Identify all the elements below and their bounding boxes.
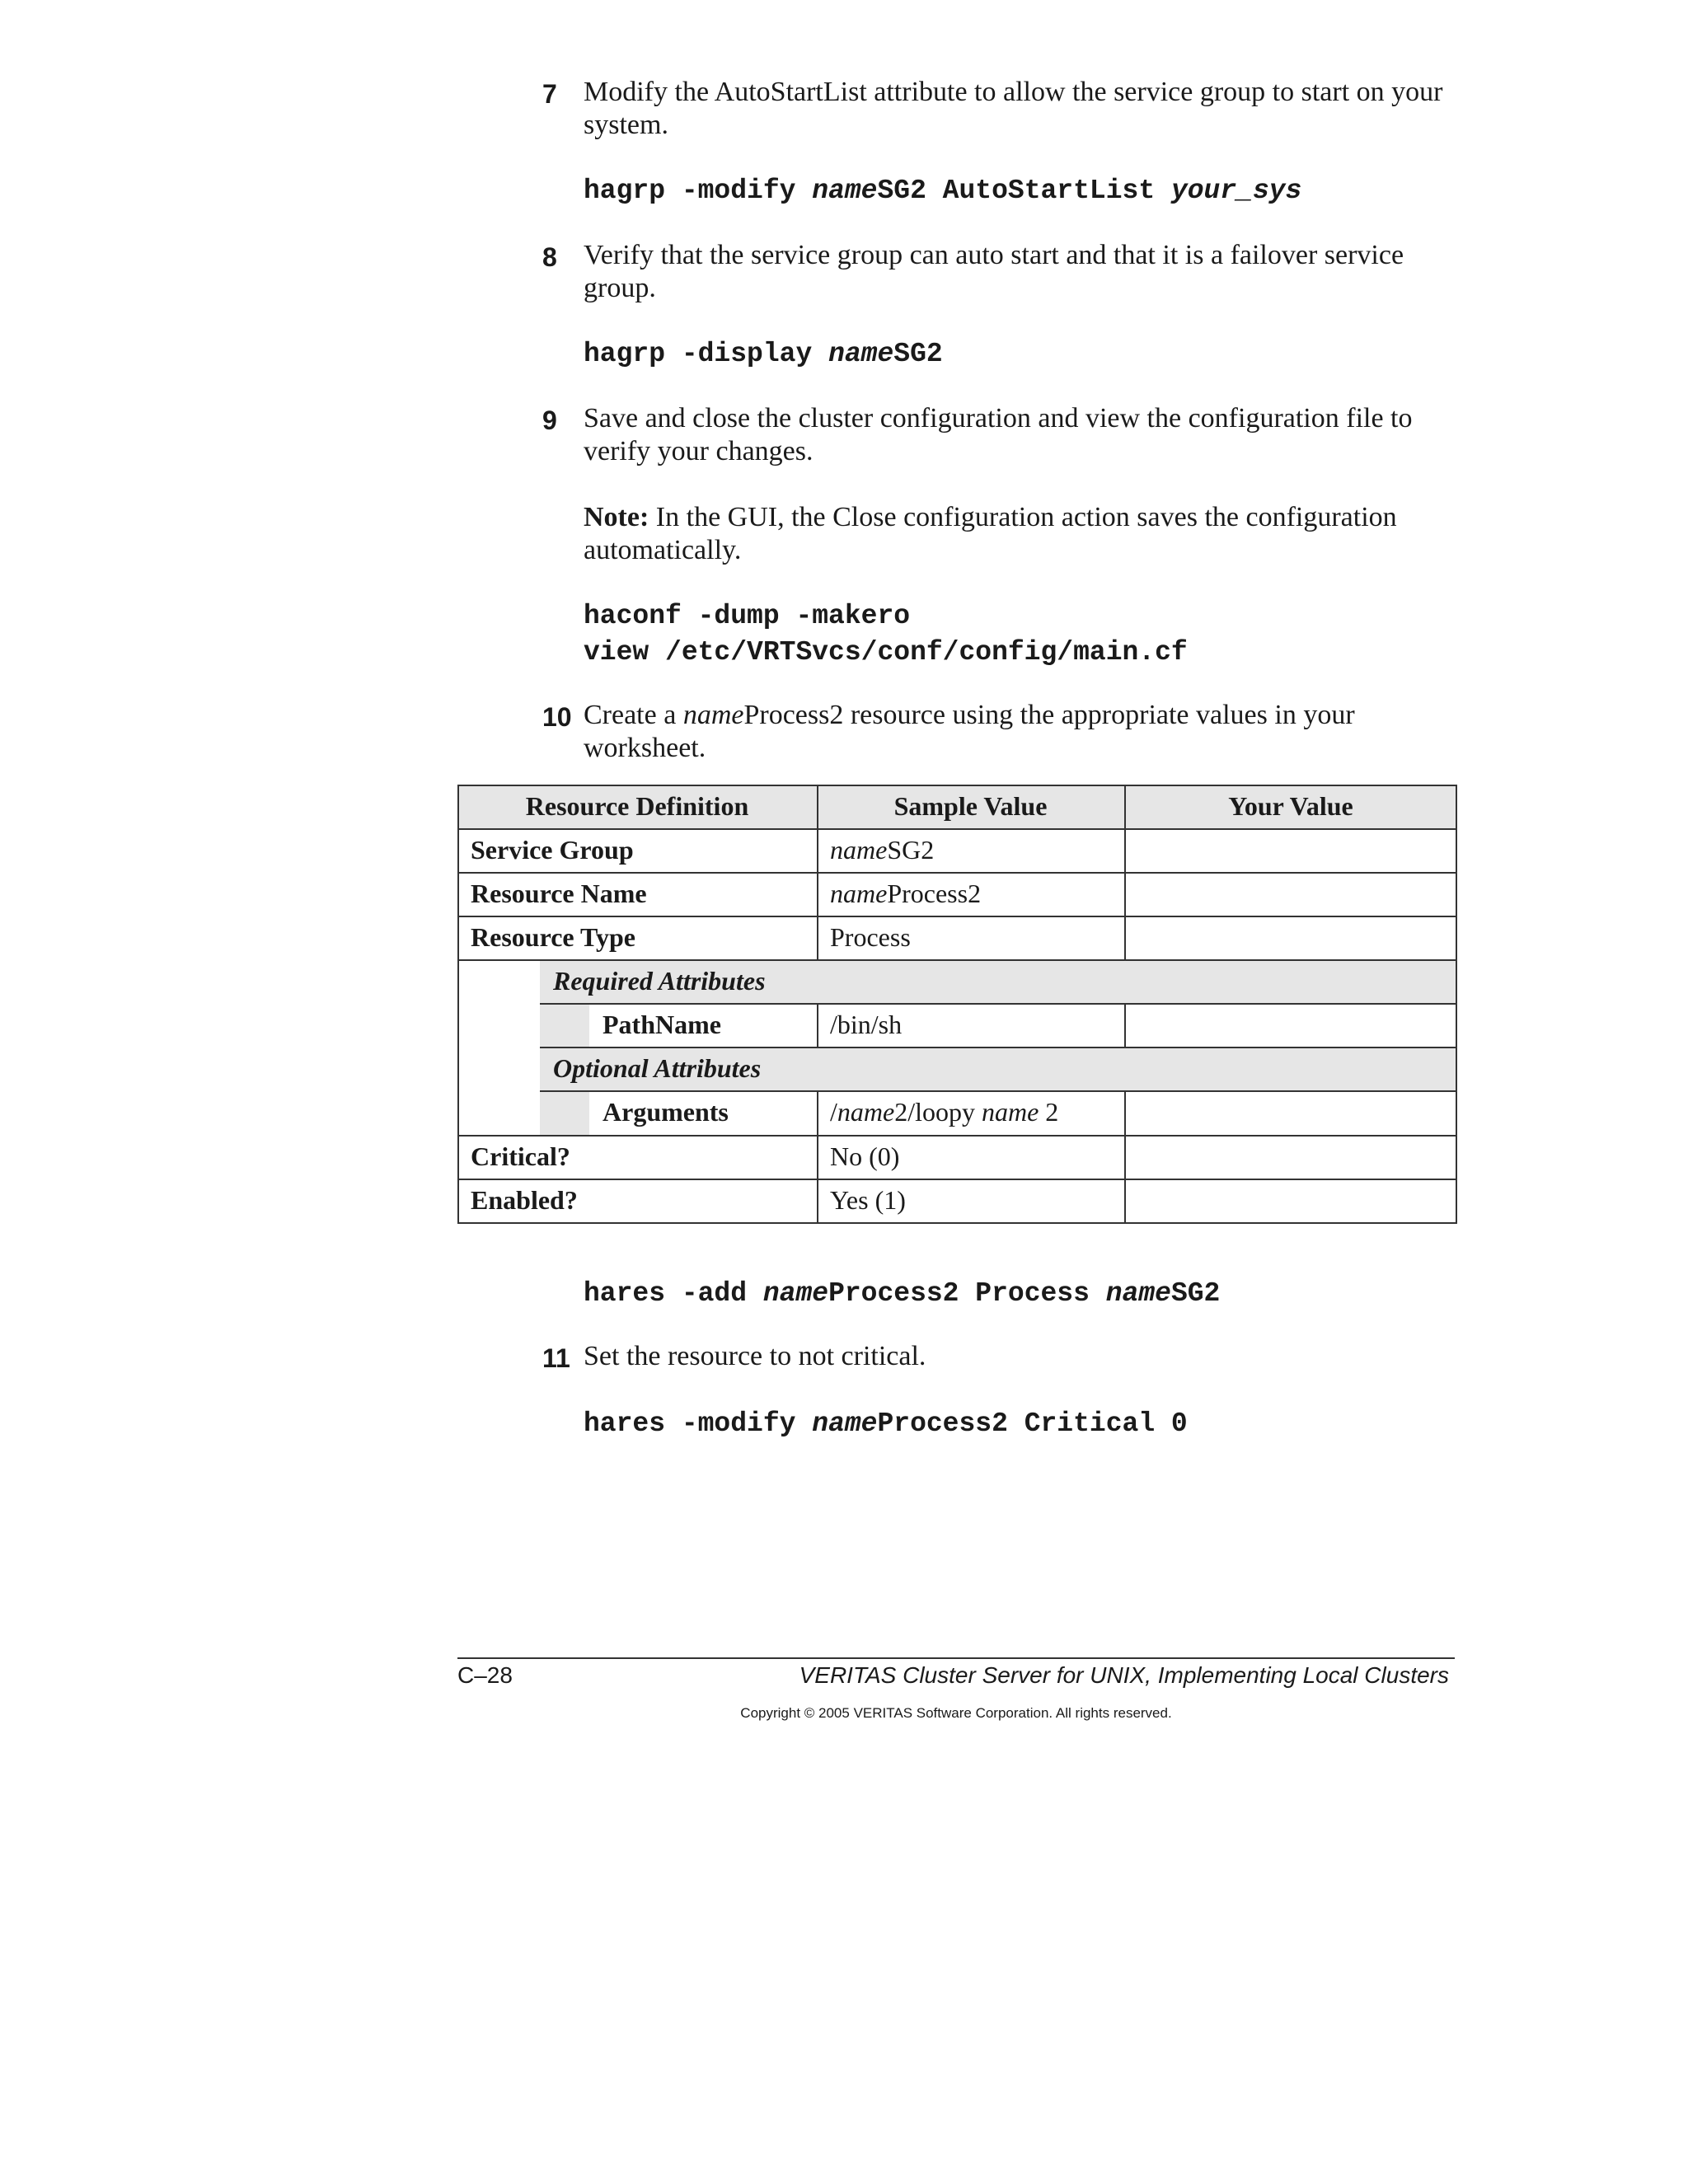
step-number: 9 [542,405,557,435]
sample-value-resource-type: Process [830,922,911,952]
page-number: C–28 [457,1662,513,1688]
note [584,501,1465,567]
sample-value-resource-name: nameProcess2 [830,879,982,908]
table-rule [540,1090,1457,1092]
table-rule [457,959,1457,961]
footer-rule [457,1657,1455,1659]
command-line: hagrp -modify nameSG2 AutoStartList your_sys [584,176,1302,206]
optional-attributes-heading: Optional Attributes [540,1047,1457,1090]
table-rule [457,828,1457,830]
command-line: hares -add nameProcess2 Process nameSG2 [584,1278,1221,1309]
step-number: 10 [542,702,572,732]
row-label-enabled: Enabled? [471,1185,578,1215]
command-line: view /etc/VRTSvcs/conf/config/main.cf [584,637,1188,668]
your-value-critical[interactable] [1124,1135,1457,1179]
header-resource-definition: Resource Definition [457,785,817,828]
row-label-pathname: PathName [603,1010,721,1039]
table-rule [457,872,1457,874]
your-value-resource-name[interactable] [1124,872,1457,916]
table-column-rule [1124,1090,1126,1224]
sample-value-service-group: nameSG2 [830,835,935,865]
step-text: Verify that the service group can auto start and that it is a failover service group. [584,240,1404,303]
your-value-enabled[interactable] [1124,1179,1457,1222]
your-value-arguments[interactable] [1124,1090,1457,1134]
step-number: 7 [542,79,557,109]
table-rule [457,1179,1457,1180]
header-your-value: Your Value [1124,785,1457,828]
step-text: Save and close the cluster configuration and view the configuration file to verify your changes. [584,403,1413,466]
your-value-service-group[interactable] [1124,828,1457,872]
row-label-resource-name: Resource Name [471,879,647,908]
command-line: hagrp -display nameSG2 [584,339,943,369]
note-text: In the GUI, the Close configuration action saves the configuration automatically. [584,502,1397,565]
table-column-rule [817,1090,818,1224]
your-value-resource-type[interactable] [1124,916,1457,959]
header-sample-value: Sample Value [817,785,1124,828]
step-text: Set the resource to not critical. [584,1341,926,1371]
table-rule [540,1003,1457,1005]
table-rule [540,1047,1457,1048]
step-text: Create a nameProcess2 resource using the appropriate values in your worksheet. [584,700,1355,763]
table-border-left [457,785,459,1224]
copyright-notice: Copyright © 2005 VERITAS Software Corporation. All rights reserved. [740,1705,1172,1721]
your-value-pathname[interactable] [1124,1003,1457,1047]
command-line: haconf -dump -makero [584,601,911,631]
row-label-service-group: Service Group [471,835,634,865]
sample-value-critical: No (0) [830,1141,900,1171]
table-column-rule [1124,785,1126,960]
step-number: 8 [542,242,557,272]
table-column-rule [1124,1003,1126,1047]
table-rule [457,1135,1457,1137]
step-text: Modify the AutoStartList attribute to allow the service group to start on your system. [584,77,1443,140]
step-number: 11 [542,1343,570,1373]
note-label: Note: [584,502,649,532]
row-label-arguments: Arguments [603,1097,729,1127]
table-column-rule [817,1003,818,1047]
sample-value-pathname: /bin/sh [830,1010,903,1039]
table-border-top [457,785,1457,786]
table-rule [457,916,1457,917]
sample-value-arguments: /name2/loopy name 2 [830,1097,1059,1127]
command-line: hares -modify nameProcess2 Critical 0 [584,1408,1188,1439]
sample-value-enabled: Yes (1) [830,1185,906,1215]
resource-definition-table [457,785,1457,1224]
row-label-resource-type: Resource Type [471,922,635,952]
required-attributes-heading: Required Attributes [540,959,1457,1003]
book-title: VERITAS Cluster Server for UNIX, Implementing Local Clusters [799,1662,1449,1688]
table-column-rule [817,785,818,960]
table-border-bottom [457,1222,1457,1224]
row-label-critical: Critical? [471,1141,570,1171]
